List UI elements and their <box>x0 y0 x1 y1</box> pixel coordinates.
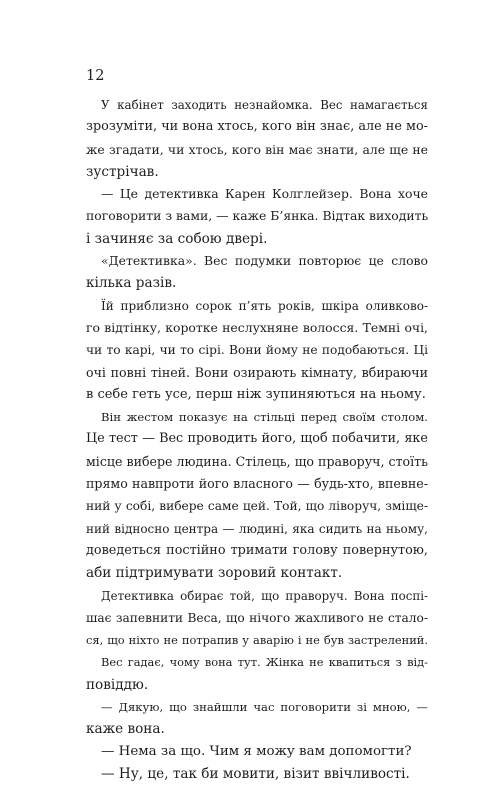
page-number: 12 <box>86 68 105 84</box>
text-line: ний відносно центра — людині, яка сидить на ньому, <box>86 521 428 536</box>
text-line: каже вона. <box>86 721 165 738</box>
text-line: доведеться постійно тримати голову повернутою, <box>86 542 428 558</box>
text-line: Їй приблизно сорок п’ять років, шкіра оливково- <box>101 298 428 313</box>
text-line: зустрічав. <box>86 163 159 180</box>
text-line: зрозуміти, чи вона хтось, кого він знає, але не мо- <box>86 119 428 135</box>
text-line: Вес гадає, чому вона тут. Жінка не квапиться з від- <box>101 655 428 670</box>
text-line: аби підтримувати зоровий контакт. <box>86 565 343 582</box>
text-line: поговорити з вами, — каже Б’янка. Відтак виходить <box>86 208 429 224</box>
text-line: кілька разів. <box>86 275 177 292</box>
text-line: — Нема за що. Чим я можу вам допомогти? <box>101 743 412 759</box>
text-line: в себе геть усе, перш ніж зупиняються на ньому. <box>86 386 426 402</box>
body-text <box>86 94 428 785</box>
text-line: У кабінет заходить незнайомка. Вес намагається <box>101 98 428 112</box>
text-line: повіддю. <box>86 676 149 693</box>
text-line: і зачиняє за собою двері. <box>86 230 268 247</box>
text-line: шає запевнити Веса, що нічого жахливого не стало- <box>86 610 428 625</box>
text-line: «Детективка». Вес подумки повторює це слово <box>101 253 428 269</box>
text-line: ний у собі, вибере саме цей. Той, що ліворуч, зміще- <box>86 499 428 514</box>
text-line: го відтінку, коротке неслухняне волосся. Темні очі, <box>86 319 428 335</box>
text-line: ся, що ніхто не потрапив у аварію і не був застрелений. <box>86 633 428 648</box>
text-line: Це тест — Вес проводить його, щоб побачити, яке <box>86 431 428 447</box>
text-line: — Ну, це, так би мовити, візит ввічливості. <box>101 765 410 782</box>
text-line: прямо навпроти його власного — будь-хто, впевне- <box>86 476 428 492</box>
text-line: — Дякую, що знайшли час поговорити зі мною, — <box>101 700 428 715</box>
text-line: чи то карі, чи то сірі. Вони йому не подобаються. Ці <box>86 343 428 358</box>
text-line: же згадати, чи хтось, кого він має знати, але ще не <box>86 141 428 157</box>
text-line: Він жестом показує на стільці перед своїм столом. <box>101 410 428 425</box>
text-line: місце вибере людина. Стілець, що праворуч, стоїть <box>86 453 428 469</box>
text-line: очі повні тіней. Вони озирають кімнату, вбираючи <box>86 364 428 380</box>
text-line: Детективка обирає той, що праворуч. Вона поспі- <box>101 588 428 603</box>
text-line: — Це детективка Карен Колглейзер. Вона хоче <box>101 186 428 202</box>
